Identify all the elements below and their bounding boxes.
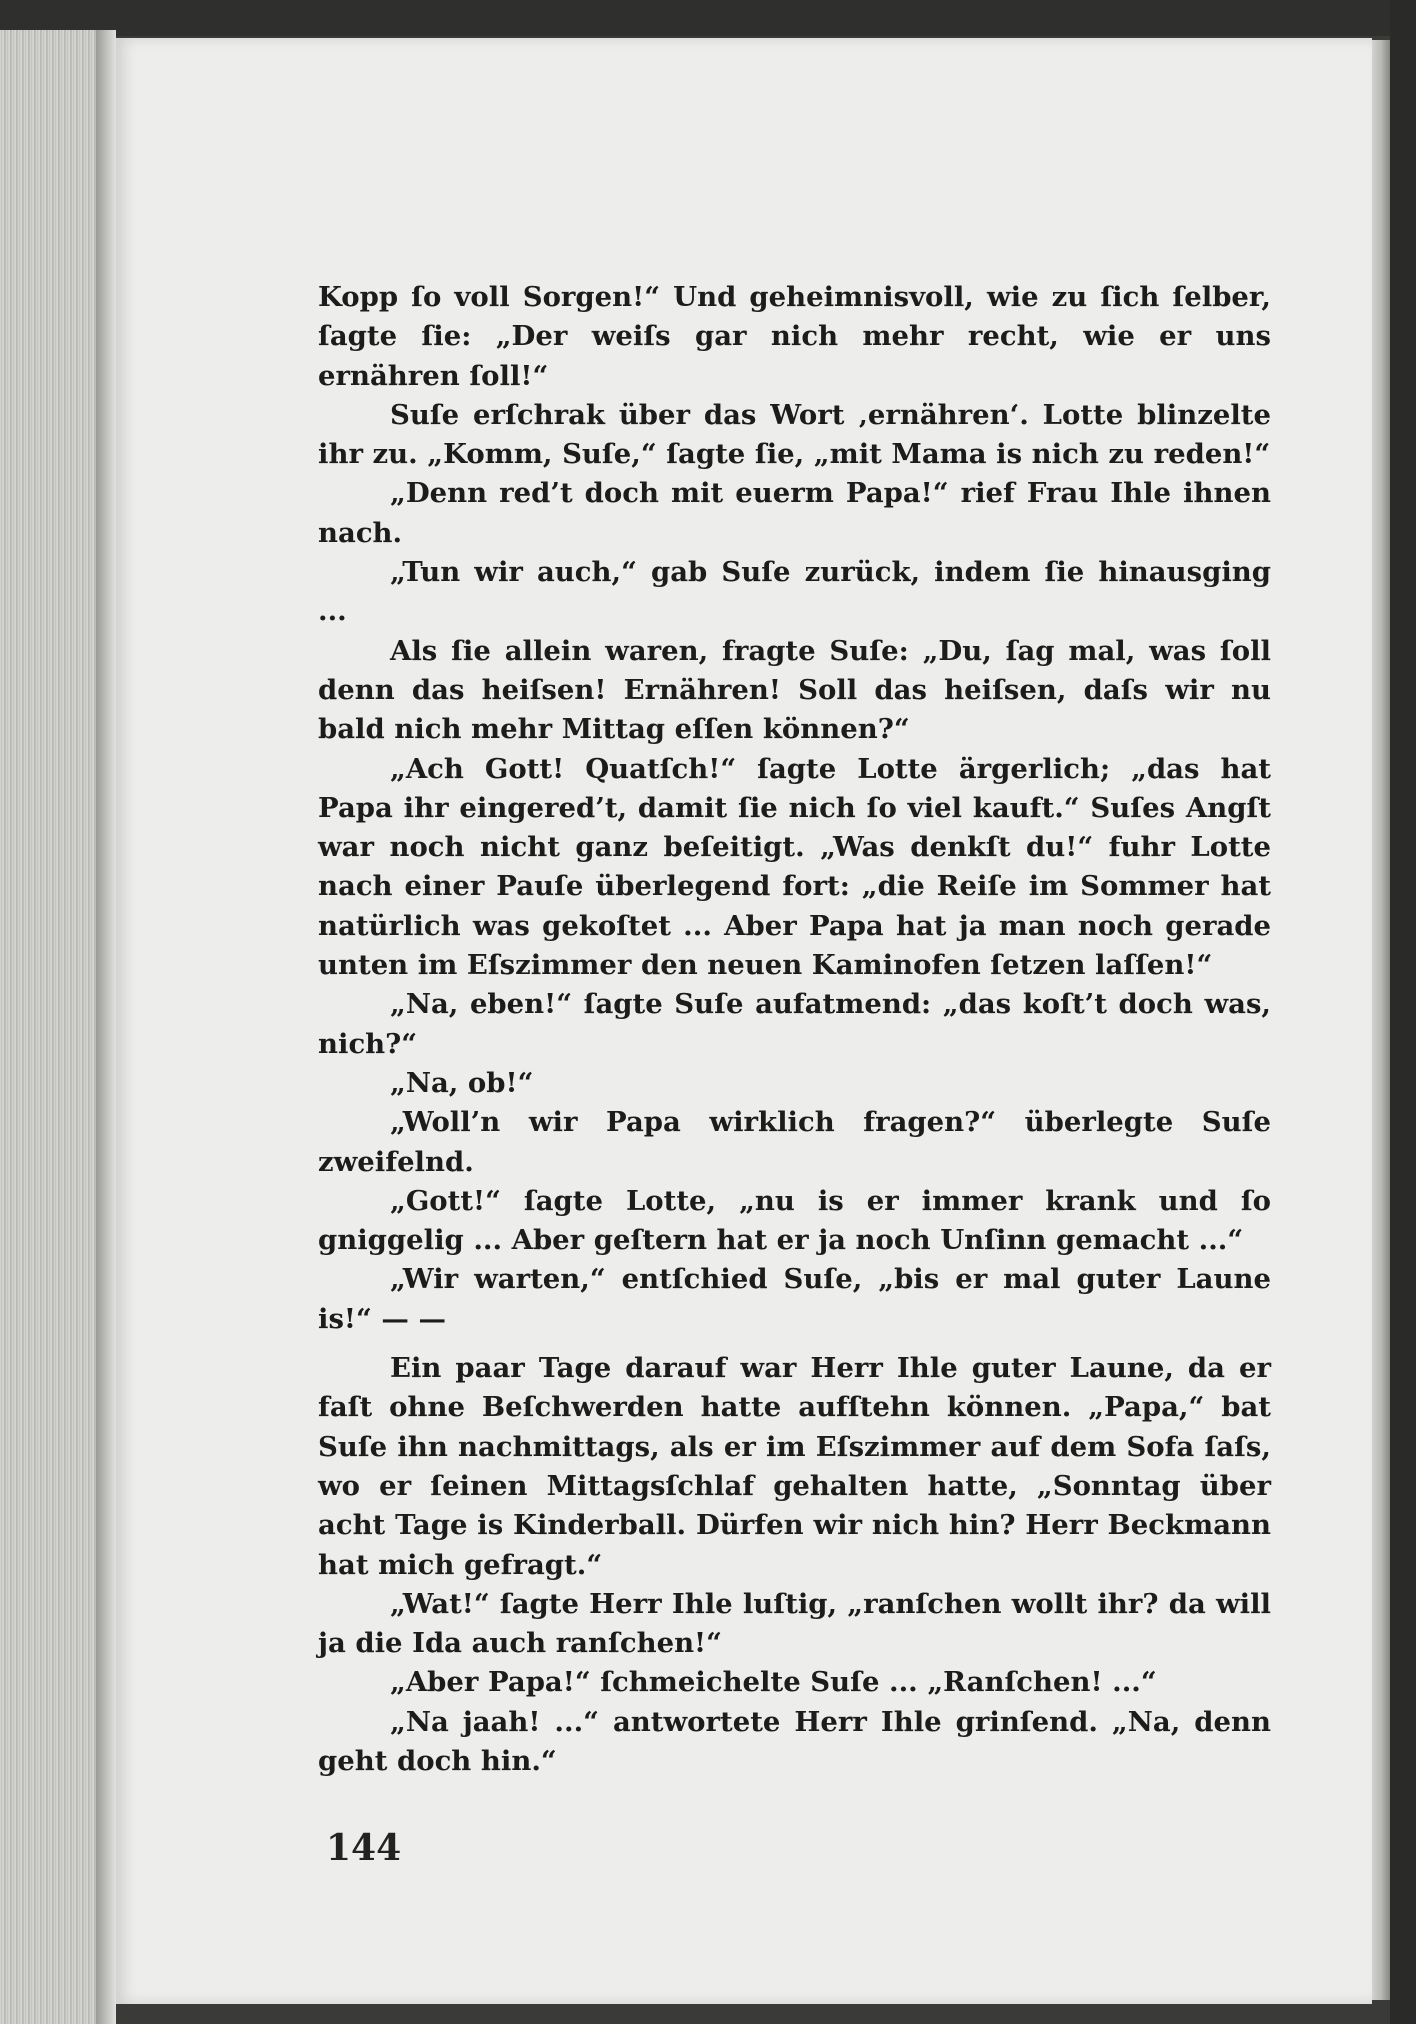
paragraph: „Woll’n wir Papa wirklich fragen?“ überlegte Suſe zweifelnd. xyxy=(318,1106,1271,1178)
book-page-edges xyxy=(0,30,100,2024)
page-text xyxy=(318,278,1271,1781)
scanner-background-right xyxy=(1390,0,1416,2024)
paragraph: „Ach Gott! Quatſch!“ ſagte Lotte ärgerlich; „das hat Papa ihr eingered’t, damit ſie nich ſo viel kauft.“ Suſes Angſt war noch nicht ganz beſeitigt. „Was denkſt du!“ fuhr Lotte nach einer Pauſe überlegend fort: „die Reiſe im Sommer hat natürlich was gekoſtet ... Aber Papa hat ja man noch gerade unten im Eſszimmer den neuen Kaminofen ſetzen laſſen!“ xyxy=(318,752,1271,982)
scanner-background-top xyxy=(0,0,1416,36)
paragraph: Kopp ſo voll Sorgen!“ Und geheimnisvoll, wie zu ſich ſelber, ſagte ſie: „Der weiſs gar nich mehr recht, wie er uns ernähren ſoll!“ xyxy=(318,281,1271,392)
paragraph: „Denn red’t doch mit euerm Papa!“ rief Frau Ihle ihnen nach. xyxy=(318,477,1271,549)
paragraph: „Wat!“ ſagte Herr Ihle luſtig, „ranſchen wollt ihr? da will ja die Ida auch ranſchen!“ xyxy=(318,1587,1271,1660)
paragraph: „Aber Papa!“ ſchmeichelte Suſe ... „Ranſchen! ...“ xyxy=(390,1666,1157,1699)
paragraph: Ein paar Tage darauf war Herr Ihle guter Laune, da er faſt ohne Beſchwerden hatte aufſtehn können. „Papa,“ bat Suſe ihn nachmittags, als er im Eſszimmer auf dem Sofa ſaſs, wo er ſeinen Mittagsſchlaf gehalten hatte, „Sonntag über acht Tage is Kinderball. Dürfen wir nich hin? Herr Beckmann hat mich gefragt.“ xyxy=(318,1352,1271,1581)
paragraph: „Na, eben!“ ſagte Suſe aufatmend: „das koſt’t doch was, nich?“ xyxy=(318,988,1271,1060)
paragraph: „Tun wir auch,“ gab Suſe zurück, indem ſie hinausging ... xyxy=(318,556,1271,628)
paragraph: „Gott!“ ſagte Lotte, „nu is er immer krank und ſo gniggelig ... Aber geſtern hat er ja noch Unſinn gemacht ...“ xyxy=(318,1184,1271,1257)
paragraph: „Na, ob!“ xyxy=(390,1066,534,1099)
paragraph: „Wir warten,“ entſchied Suſe, „bis er mal guter Laune is!“ — — xyxy=(318,1263,1271,1335)
page-right-edge xyxy=(1370,40,1392,2000)
paragraph: Als ſie allein waren, fragte Suſe: „Du, ſag mal, was ſoll denn das heiſsen! Ernähren! Soll das heiſsen, daſs wir nu bald nich mehr Mittag eſſen können?“ xyxy=(318,634,1271,746)
paragraph: „Na jaah! ...“ antwortete Herr Ihle grinſend. „Na, denn geht doch hin.“ xyxy=(318,1705,1271,1777)
page-number: 144 xyxy=(326,1827,402,1869)
paragraph: Suſe erſchrak über das Wort ‚ernähren‘. Lotte blinzelte ihr zu. „Komm, Suſe,“ ſagte ſie, „mit Mama is nich zu reden!“ xyxy=(318,398,1271,471)
book-gutter xyxy=(96,30,116,2024)
